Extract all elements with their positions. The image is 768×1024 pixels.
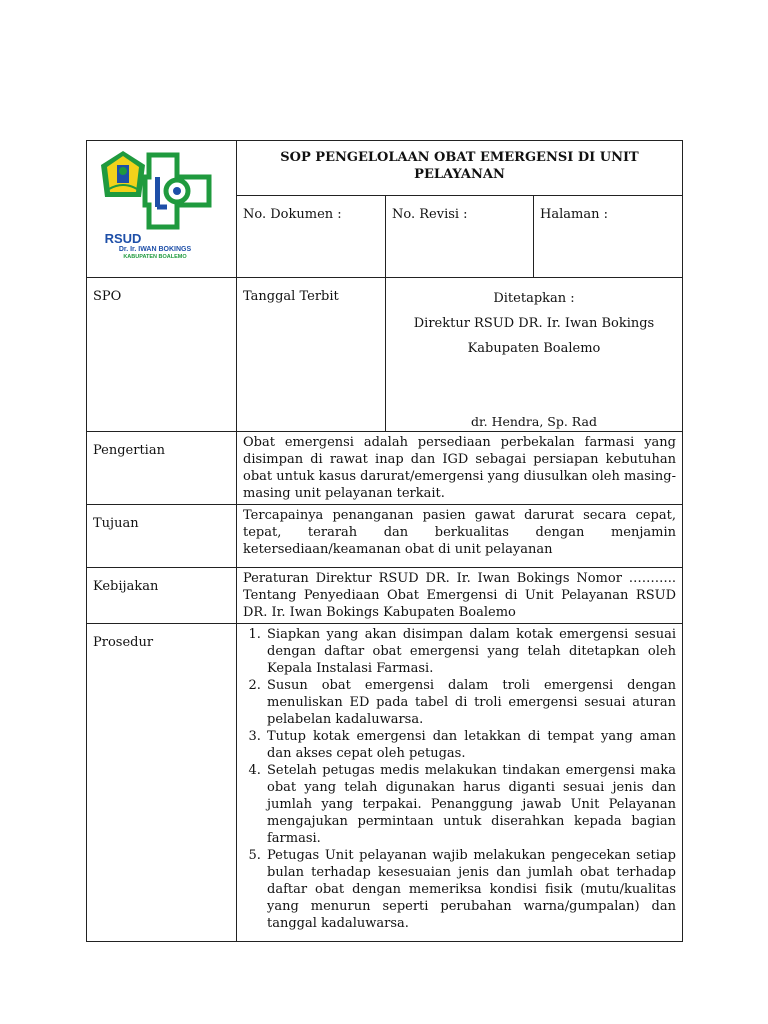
logo-cell [87, 141, 237, 278]
director-title: Direktur RSUD DR. Ir. Iwan Bokings [413, 316, 655, 331]
approval-cell [386, 278, 683, 432]
pengertian-label: Pengertian [87, 432, 237, 505]
sop-table [86, 140, 683, 942]
signer-name: dr. Hendra, Sp. Rad [471, 414, 597, 429]
prosedur-step: 4. Setelah petugas medis melakukan tindakan emergensi maka obat yang telah digunakan harus diganti sesuai jenis dan jumlah yang terpakai. Penanggung jawab Unit Pelayanan mengajukan permintaan untuk diserahkan kepada bagian farmasi. [265, 762, 676, 847]
tujuan-text: Tercapainya penanganan pasien gawat darurat secara cepat, tepat, terarah dan berkualitas dengan menjamin ketersediaan/keamanan obat di unit pelayanan [243, 508, 676, 557]
logo-region: KABUPATEN BOALEMO [123, 254, 187, 259]
spo-label: SPO [87, 278, 237, 432]
prosedur-step: 2. Susun obat emergensi dalam troli emergensi dengan menuliskan ED pada tabel di troli emergensi sesuai aturan pelabelan kadaluwarsa. [265, 677, 676, 728]
prosedur-step: 1. Siapkan yang akan disimpan dalam kotak emergensi sesuai dengan daftar obat emergensi yang telah ditetapkan oleh Kepala Instalasi Farmasi. [265, 626, 676, 677]
tujuan-text-cell [237, 505, 683, 568]
no-dokumen-cell: No. Dokumen : [237, 196, 386, 278]
prosedur-steps-cell [237, 624, 683, 942]
no-revisi-cell: No. Revisi : [386, 196, 534, 278]
pengertian-text-cell [237, 432, 683, 505]
prosedur-step: 5. Petugas Unit pelayanan wajib melakukan pengecekan setiap bulan terhadap kesesuaian jenis dan jumlah obat terhadap daftar obat dengan memeriksa kondisi fisik (mutu/kualitas yang menurun seperti perubahan warna/gumpalan) dan tanggal kadaluwarsa. [265, 847, 676, 932]
halaman-cell: Halaman : [534, 196, 683, 278]
kebijakan-text: Peraturan Direktur RSUD DR. Ir. Iwan Bokings Nomor ……….. Tentang Penyediaan Obat Emergensi di Unit Pelayanan RSUD DR. Ir. Iwan Bokings Kabupaten Boalemo [243, 571, 676, 620]
prosedur-step: 3. Tutup kotak emergensi dan letakkan di tempat yang aman dan akses cepat oleh petugas. [265, 728, 676, 762]
tanggal-terbit-cell: Tanggal Terbit [237, 278, 386, 432]
hospital-logo [93, 147, 217, 259]
document-title: SOP PENGELOLAAN OBAT EMERGENSI DI UNIT PELAYANAN [237, 141, 683, 196]
prosedur-label: Prosedur [87, 624, 237, 942]
prosedur-steps [237, 624, 682, 932]
logo-name: RSUD [104, 231, 142, 246]
kabupaten-label: Kabupaten Boalemo [467, 341, 601, 356]
pengertian-text: Obat emergensi adalah persediaan perbekalan farmasi yang disimpan di rawat inap dan IGD sebagai persiapan kebutuhan obat untuk kasus darurat/emergensi yang diusulkan oleh masing-masing unit pelayanan terkait. [243, 435, 676, 501]
kebijakan-text-cell [237, 568, 683, 624]
logo-subtitle: Dr. Ir. IWAN BOKINGS [118, 246, 192, 253]
ditetapkan-label: Ditetapkan : [493, 291, 575, 306]
kebijakan-label: Kebijakan [87, 568, 237, 624]
tujuan-label: Tujuan [87, 505, 237, 568]
